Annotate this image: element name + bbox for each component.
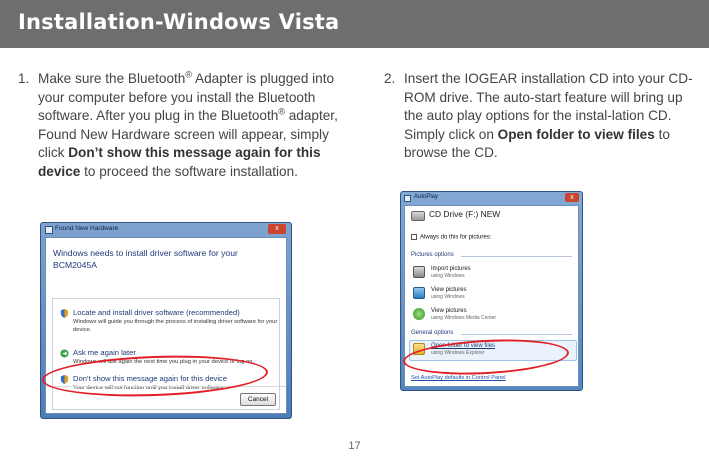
option-desc: using Windows Media Center xyxy=(431,315,497,321)
import-pictures-option[interactable] xyxy=(413,266,573,280)
step-text: Make sure the Bluetooth xyxy=(38,71,186,86)
option-title: Locate and install driver software (recommended) xyxy=(73,308,240,317)
step-number: 2. xyxy=(384,71,396,86)
step-2-text xyxy=(404,70,694,163)
checkbox-label: Always do this for pictures: xyxy=(420,234,492,241)
dialog-heading: Windows needs to install driver software for your BCM2045A xyxy=(53,248,238,270)
registered-mark: ® xyxy=(278,106,285,117)
option-locate-install[interactable] xyxy=(60,308,285,334)
step-number: 1. xyxy=(18,71,30,86)
window-icon xyxy=(404,195,411,202)
camera-icon xyxy=(413,266,425,278)
cancel-button[interactable]: Cancel xyxy=(240,393,276,406)
option-desc: Your device will not function until you install driver software. xyxy=(73,385,226,391)
page-number: 17 xyxy=(348,440,361,452)
step-emphasis: Don’t show this message again for this device xyxy=(38,145,321,179)
option-title: Don’t show this message again for this device xyxy=(73,374,228,383)
step-2 xyxy=(384,70,694,163)
checkbox[interactable] xyxy=(411,234,417,240)
step-text: to browse the CD. xyxy=(404,126,670,161)
section-label: General options xyxy=(411,330,454,336)
option-title: View pictures xyxy=(431,308,467,314)
registered-mark: ® xyxy=(185,69,192,80)
window-icon xyxy=(45,226,53,234)
section-label: Pictures options xyxy=(411,252,454,258)
pictures-icon xyxy=(413,287,425,299)
option-title: Open folder to view files xyxy=(431,343,496,349)
step-1 xyxy=(18,70,348,182)
option-desc: Windows will guide you through the process of installing driver software for your device. xyxy=(73,319,278,333)
media-center-icon xyxy=(413,308,425,320)
dialog-title: AutoPlay xyxy=(414,194,439,200)
dialog-title: Found New Hardware xyxy=(55,225,119,232)
step-text: Insert the IOGEAR installation CD into your CD-ROM drive. The auto-start feature will bring up the auto play options for the instal-lation CD. Simply click on xyxy=(404,71,693,142)
option-title: Ask me again later xyxy=(73,348,136,357)
control-panel-link[interactable]: Set AutoPlay defaults in Control Panel xyxy=(411,375,506,381)
header-bar xyxy=(0,0,709,48)
option-desc: Windows will ask again the next time you plug in your device or log on. xyxy=(73,359,255,365)
always-do-checkbox-row[interactable] xyxy=(411,234,491,241)
cd-drive-icon xyxy=(411,211,425,221)
arrow-icon xyxy=(60,349,69,358)
view-pictures-option[interactable] xyxy=(413,287,573,301)
step-text: adapter, Found New Hardware screen will appear, simply click xyxy=(38,108,338,161)
page-title: Installation-Windows Vista xyxy=(18,10,340,34)
divider xyxy=(461,256,572,257)
dialog-titlebar xyxy=(41,223,291,237)
step-text: Adapter is plugged into your computer before you install the Bluetooth software. After you plug in the Bluetooth xyxy=(38,71,335,124)
shield-icon xyxy=(60,309,69,318)
option-desc: using Windows xyxy=(431,294,465,300)
drive-name: CD Drive (F:) NEW xyxy=(429,209,501,219)
option-title: Import pictures xyxy=(431,266,471,272)
step-text: to proceed the software installation. xyxy=(80,163,298,179)
step-emphasis: Open folder to view files xyxy=(497,126,655,142)
option-desc: using Windows Explorer xyxy=(431,350,485,356)
option-desc: using Windows xyxy=(431,273,465,279)
step-1-text xyxy=(38,70,348,182)
close-button[interactable]: x xyxy=(565,193,579,202)
close-button[interactable]: x xyxy=(268,224,286,234)
option-title: View pictures xyxy=(431,287,467,293)
view-pictures-media-center-option[interactable] xyxy=(413,308,573,322)
divider xyxy=(461,334,572,335)
